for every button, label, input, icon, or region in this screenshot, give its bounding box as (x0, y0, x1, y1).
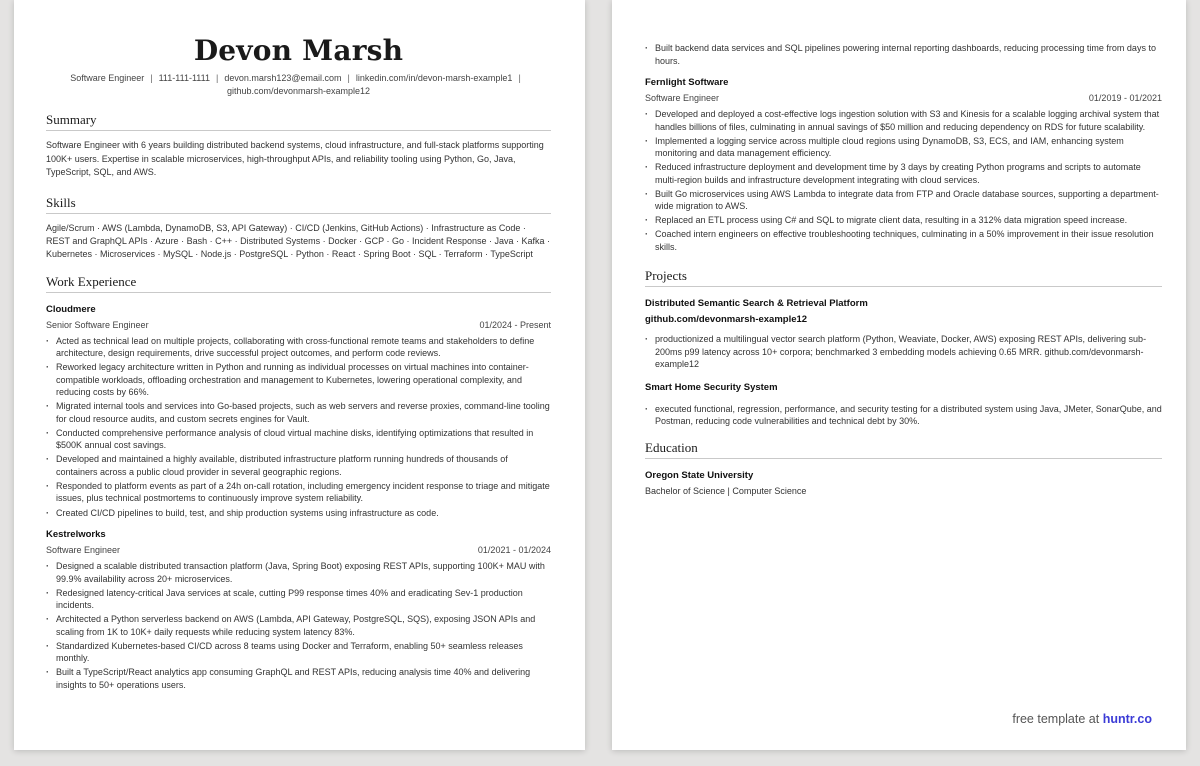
linkedin-link[interactable]: linkedin.com/in/devon-marsh-example1 (355, 73, 513, 83)
bullet-item: · Created CI/CD pipelines to build, test, and ship production systems using infrastructure as code. (46, 507, 551, 520)
bullet-item: · Developed and deployed a cost-effective logs ingestion solution with S3 and Kinesis for a scalable logging archival system that handles billions of files, culminating in annual savings of $50 million and reducing dependency on RDS for future scalability. (645, 108, 1162, 133)
bullet-item: · Reduced infrastructure deployment and development time by 3 days by creating Python programs and scripts to automate multi-region builds and infrastructure development integrating with cloud services. (645, 161, 1162, 186)
bullet-item: · executed functional, regression, performance, and security testing for a distributed system using Java, JMeter, SonarQube, and Postman, reducing code vulnerabilities and technical debt by 30%. (645, 403, 1162, 428)
bullet-item: · Architected a Python serverless backend on AWS (Lambda, API Gateway, PostgreSQL, SQS), exposing JSON APIs and scaling from 1K to 10K+ daily requests while reducing system latency 83%. (46, 613, 551, 638)
bullet-item: · Implemented a logging service across multiple cloud regions using DynamoDB, S3, ECS, and IAM, enhancing system monitoring and data management efficiency. (645, 135, 1162, 160)
school-name: Oregon State University (645, 469, 754, 481)
bullet-item: · Acted as technical lead on multiple projects, collaborating with cross-functional remote teams and stakeholders to define architecture, design requirements, drive successful project outcomes, and perform code reviews. (46, 335, 551, 360)
bullet-list (645, 108, 1162, 253)
role-title: Senior Software Engineer (46, 319, 149, 330)
bullet-item: · productionized a multilingual vector search platform (Python, Weaviate, Docker, AWS) exposing REST APIs, delivering sub-200ms p99 latency across 10+ corpora; benchmarked 3 embedding models achieving 0.65 MRR. github.com/devonmarsh-example12 (645, 333, 1162, 371)
role-row (46, 319, 551, 332)
footer-prefix: free template at (1012, 712, 1100, 726)
project-link[interactable]: github.com/devonmarsh-example12 (645, 314, 808, 326)
bullet-item: · Built Go microservices using AWS Lambda to integrate data from FTP and Oracle database sources, supporting a department-wide migration to AWS. (645, 188, 1162, 213)
bullet-list (645, 333, 1162, 371)
bullet-item: · Redesigned latency-critical Java services at scale, cutting P99 response times 40% and eradicating Sev-1 production incidents. (46, 587, 551, 612)
summary-heading: Summary (46, 112, 551, 131)
skills-heading: Skills (46, 195, 551, 214)
summary-text: Software Engineer with 6 years building distributed backend systems, cloud infrastructure, and full-stack platforms supporting 100K+ users. Expertise in scalable microservices, high-throughput APIs, and reliability tooling using Python, Go, Java, TypeScript, SQL, and AWS. (46, 140, 544, 177)
job-entry (46, 303, 551, 520)
resume-page-1 (14, 0, 585, 750)
company-name: Cloudmere (46, 303, 96, 315)
project-name: Distributed Semantic Search & Retrieval Platform (645, 298, 868, 310)
bullet-item: · Migrated internal tools and services into Go-based projects, such as web servers and reverse proxies, command-line tooling for cloud resource audits, and custom secrets engines for Vault. (46, 400, 551, 425)
project-entry (645, 381, 1162, 428)
projects-heading: Projects (645, 268, 1162, 287)
role-row (46, 544, 551, 557)
email-link[interactable]: devon.marsh123@email.com (224, 73, 342, 83)
bullet-list (46, 560, 551, 691)
company-name: Kestrelworks (46, 529, 106, 541)
github-link[interactable]: github.com/devonmarsh-example12 (226, 86, 371, 96)
work-experience-heading: Work Experience (46, 274, 551, 293)
template-credit (1012, 712, 1152, 726)
company-name: Fernlight Software (645, 77, 729, 88)
role-title: Software Engineer (645, 93, 720, 103)
degree: Bachelor of Science | Computer Science (645, 485, 807, 496)
job-entry (645, 76, 1162, 253)
contact-line (46, 72, 551, 98)
bullet-item: · Replaced an ETL process using C# and SQL to migrate client data, resulting in a 312% data migration speed increase. (645, 214, 1162, 227)
separator: | (215, 73, 219, 83)
separator: | (347, 73, 350, 83)
huntr-link[interactable]: huntr.co (1102, 712, 1152, 726)
resume-page-2 (612, 0, 1186, 750)
separator: | (518, 73, 521, 83)
role-dates: 01/2021 - 01/2024 (477, 545, 551, 556)
candidate-name: Devon Marsh (193, 34, 404, 67)
bullet-item: · Developed and maintained a highly available, distributed infrastructure platform running hundreds of thousands of containers across a public cloud provider in several geographic regions. (46, 453, 551, 478)
bullet-item: · Standardized Kubernetes-based CI/CD across 8 teams using Docker and Terraform, enabling 50+ seamless releases monthly. (46, 640, 551, 665)
bullet-item: · Reworked legacy architecture written in Python and running as individual processes on virtual machines into container-compatible workloads, offloading orchestration and management to Kubernetes, lowering operational complexity, and reducing costs by 66%. (46, 361, 551, 399)
role-dates: 01/2024 - Present (479, 319, 551, 330)
bullet-list (645, 403, 1162, 428)
role-title: Software Engineer (46, 545, 121, 556)
bullet-item: · Responded to platform events as part of a 24h on-call rotation, including emergency incident response to triage and mitigate issues, plus technical postmortems to continuously improve system reliability. (46, 480, 551, 505)
bullet-list (645, 42, 1162, 67)
project-name: Smart Home Security System (645, 381, 778, 393)
bullet-item: · Built backend data services and SQL pipelines powering internal reporting dashboards, reducing processing time from days to hours. (645, 42, 1162, 67)
bullet-list (46, 335, 551, 520)
bullet-item: · Designed a scalable distributed transaction platform (Java, Spring Boot) exposing REST APIs, supporting 100K+ MAU with 99.9% availability across 20+ microservices. (46, 560, 551, 585)
separator: | (150, 73, 153, 83)
role-row (645, 92, 1162, 105)
bullet-item: · Built a TypeScript/React analytics app consuming GraphQL and REST APIs, reducing analysis time 40% and delivering insights to 50+ operations users. (46, 666, 551, 691)
job-title: Software Engineer (70, 73, 145, 83)
bullet-item: · Coached intern engineers on effective troubleshooting techniques, culminating in a 50% improvement in their issue resolution skills. (645, 228, 1162, 253)
phone: 111-111-1111 (158, 73, 210, 83)
project-entry (645, 297, 1162, 371)
skills-text: Agile/Scrum · AWS (Lambda, DynamoDB, S3, API Gateway) · CI/CD (Jenkins, GitHub Actions) · Infrastructure as Code · REST and GraphQL APIs · Azure · Bash · C++ · Distributed Systems · Docker · GCP · Go · Incident Response · Java · Kafka · Kubernetes · Microservices · MySQL · Node.js · PostgreSQL · Python · React · Spring Boot · SQL · Terraform · TypeScript (46, 222, 551, 259)
education-heading: Education (645, 440, 1162, 459)
bullet-item: · Conducted comprehensive performance analysis of cloud virtual machine disks, identifying optimizations that resulted in $500K annual cost savings. (46, 427, 551, 452)
role-dates: 01/2019 - 01/2021 (1088, 93, 1162, 103)
job-entry (46, 528, 551, 691)
